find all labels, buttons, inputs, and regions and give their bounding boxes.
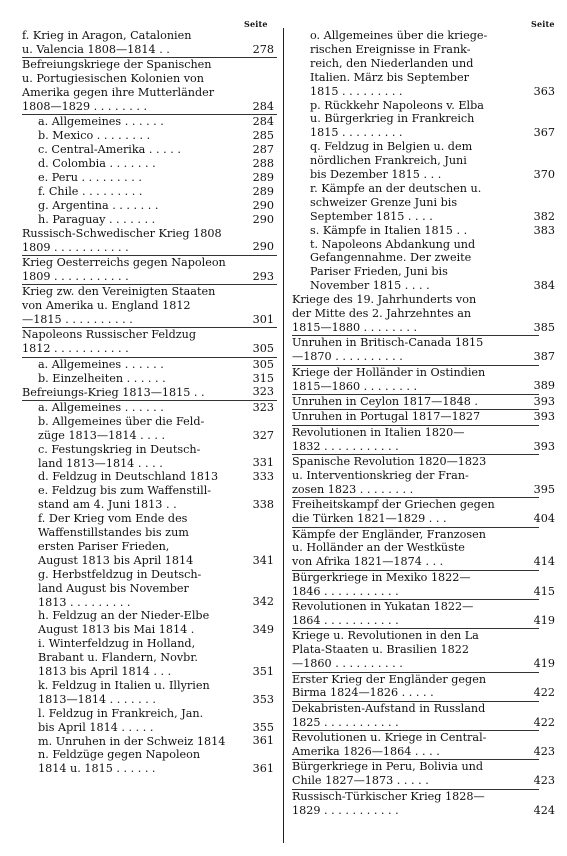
toc-page-number: 384 — [533, 279, 555, 293]
toc-entry-title: f. Der Krieg vom Ende des Waffenstillstandes bis zum ersten Pariser Frieden, August 1813 bis April 1814 — [38, 512, 194, 567]
toc-entry-title: a. Allgemeines . . . . . . — [38, 400, 164, 414]
toc-entry — [38, 470, 274, 484]
toc-entry — [292, 395, 555, 409]
toc-entry-title: Befreiungskriege der Spanischen u. Portugiesischen Kolonien von Amerika gegen ihre Mutterländer 1808—1829 . . . . . . . . — [22, 58, 215, 114]
toc-entry-title: e. Feldzug bis zum Waffenstill- stand am 4. Juni 1813 . . — [38, 484, 212, 512]
toc-page-number: 278 — [252, 42, 274, 56]
toc-page-number: 288 — [252, 157, 274, 171]
toc-entry — [310, 224, 555, 238]
toc-entry — [292, 790, 555, 818]
toc-entry — [38, 358, 274, 372]
toc-page-number: 327 — [252, 428, 274, 442]
toc-entry-title: g. Herbstfeldzug in Deutsch- land August bis November 1813 . . . . . . . . . — [38, 567, 202, 609]
toc-entry — [292, 629, 555, 671]
toc-entry — [292, 702, 555, 730]
toc-page-number: 423 — [533, 774, 555, 788]
toc-entry — [310, 29, 555, 99]
toc-page-number: 341 — [252, 553, 274, 567]
toc-entry-title: Unruhen in Britisch-Canada 1815 —1870 . . . . . . . . . . — [292, 336, 484, 364]
toc-entry — [292, 528, 555, 570]
toc-page-number: 355 — [252, 720, 274, 734]
page-column-header-right: Seite — [531, 19, 555, 29]
toc-entry-title: g. Argentina . . . . . . . — [38, 198, 159, 212]
toc-entry-title: Revolutionen u. Kriege in Central- Amerika 1826—1864 . . . . — [292, 731, 487, 758]
toc-entry-title: b. Allgemeines über die Feld- züge 1813—1814 . . . . — [38, 414, 205, 442]
toc-entry-title: i. Winterfeldzug in Holland, Brabant u. Flandern, Novbr. 1813 bis April 1814 . . . — [38, 637, 198, 678]
toc-entry-title: d. Colombia . . . . . . . — [38, 157, 156, 171]
toc-page-number: 415 — [533, 584, 555, 598]
toc-entry-title: a. Allgemeines . . . . . . — [38, 357, 164, 371]
toc-entry — [310, 238, 555, 294]
toc-entry-title: b. Einzelheiten . . . . . . — [38, 371, 166, 385]
toc-page-number: 287 — [252, 143, 274, 157]
toc-entry-title: Napoleons Russischer Feldzug 1812 . . . . . . . . . . . — [22, 328, 196, 356]
toc-page-number: 333 — [252, 470, 274, 484]
toc-page-number: 383 — [533, 223, 555, 237]
toc-entry-title: Krieg zw. den Vereinigten Staaten von Amerika u. England 1812 —1815 . . . . . . . . . . — [22, 285, 216, 326]
toc-entry — [38, 609, 274, 637]
toc-entry-title: Spanische Revolution 1820—1823 u. Interventionskrieg der Fran- zosen 1823 . . . . . . . . — [292, 455, 487, 496]
toc-entry — [292, 498, 555, 526]
toc-entry — [38, 512, 274, 568]
toc-entry-title: h. Feldzug an der Nieder-Elbe August 1813 bis Mai 1814 . — [38, 609, 210, 637]
toc-entry-title: Unruhen in Ceylon 1817—1848 . — [292, 394, 478, 408]
toc-entry — [292, 455, 555, 497]
toc-page-number: 422 — [533, 686, 555, 700]
toc-page-number: 342 — [252, 595, 274, 609]
toc-page-number: 385 — [533, 320, 555, 334]
toc-page-number: 331 — [252, 456, 274, 470]
toc-entry — [22, 328, 274, 356]
toc-page-number: 419 — [533, 657, 555, 671]
toc-entry — [38, 679, 274, 707]
toc-entry-title: Kämpfe der Engländer, Franzosen u. Holländer an der Westküste von Afrika 1821—1874 . . . — [292, 527, 486, 569]
toc-entry — [292, 410, 555, 424]
toc-entry-title: e. Peru . . . . . . . . . — [38, 171, 142, 184]
toc-entry-title: h. Paraguay . . . . . . . — [38, 212, 156, 226]
toc-entry — [38, 129, 274, 143]
toc-entry — [38, 748, 274, 776]
toc-entry-title: a. Allgemeines . . . . . . — [38, 115, 164, 129]
toc-entry-title: l. Feldzug in Frankreich, Jan. bis April 1814 . . . . . — [38, 706, 204, 734]
toc-entry — [310, 99, 555, 141]
toc-page-number: 389 — [533, 379, 555, 393]
toc-page-number: 323 — [252, 385, 274, 399]
toc-entry-title: Dekabristen-Aufstand in Russland 1825 . . . . . . . . . . . — [292, 701, 486, 729]
toc-entry — [38, 372, 274, 386]
toc-entry — [38, 735, 274, 749]
toc-page-number: 323 — [252, 400, 274, 414]
toc-entry-title: Russisch-Schwedischer Krieg 1808 1809 . . . . . . . . . . . — [22, 226, 222, 254]
toc-page-number: 284 — [252, 99, 274, 113]
toc-page-number: 370 — [533, 167, 555, 181]
toc-entry — [292, 336, 555, 364]
toc-entry — [38, 171, 274, 185]
toc-page-number: 395 — [533, 482, 555, 496]
toc-entry — [292, 760, 555, 788]
toc-entry — [22, 285, 274, 327]
toc-entry — [38, 143, 274, 157]
toc-page-number: 305 — [252, 342, 274, 356]
toc-entry-title: Bürgerkriege in Peru, Bolivia und Chile 1827—1873 . . . . . — [292, 760, 484, 788]
toc-page-number: 367 — [533, 126, 555, 140]
toc-entry — [292, 366, 555, 394]
toc-page-number: 290 — [252, 240, 274, 254]
toc-entry-title: Krieg Oesterreichs gegen Napoleon 1809 . . . . . . . . . . . — [22, 255, 226, 283]
toc-page-number: 393 — [533, 394, 555, 408]
toc-entry-title: b. Mexico . . . . . . . . — [38, 129, 151, 143]
toc-entry — [292, 673, 555, 701]
toc-page-number: 423 — [533, 744, 555, 758]
toc-page-number: 301 — [252, 312, 274, 326]
toc-entry-title: Erster Krieg der Engländer gegen Birma 1824—1826 . . . . . — [292, 672, 487, 700]
toc-entry — [22, 58, 274, 114]
toc-entry — [38, 568, 274, 610]
toc-entry-title: Russisch-Türkischer Krieg 1828— 1829 . . . . . . . . . . . — [292, 789, 485, 817]
toc-entry-title: c. Central-Amerika . . . . . — [38, 143, 181, 157]
column-divider — [283, 28, 284, 843]
toc-entry — [310, 182, 555, 224]
toc-entry-title: Unruhen in Portugal 1817—1827 — [292, 410, 481, 424]
toc-page-number: 361 — [252, 734, 274, 748]
toc-entry — [22, 29, 274, 57]
toc-entry-title: c. Festungskrieg in Deutsch- land 1813—1814 . . . . — [38, 442, 201, 470]
toc-entry — [292, 571, 555, 599]
toc-entry-title: Befreiungs-Krieg 1813—1815 . . — [22, 385, 205, 399]
toc-entry-title: m. Unruhen in der Schweiz 1814 — [38, 734, 226, 748]
toc-entry-title: Kriege der Holländer in Ostindien 1815—1860 . . . . . . . . — [292, 365, 486, 393]
toc-page-number: 290 — [252, 198, 274, 212]
toc-entry — [310, 140, 555, 182]
toc-page-number: 285 — [252, 129, 274, 143]
toc-page-number: 393 — [533, 439, 555, 453]
toc-entry — [38, 199, 274, 213]
toc-page-number: 422 — [533, 715, 555, 729]
toc-entry-title: Revolutionen in Yukatan 1822— 1864 . . . . . . . . . . . — [292, 600, 474, 627]
toc-entry — [38, 443, 274, 471]
toc-entry — [38, 213, 274, 227]
toc-entry-title: Freiheitskampf der Griechen gegen die Türken 1821—1829 . . . — [292, 498, 495, 526]
toc-page-number: 293 — [252, 269, 274, 283]
toc-entry — [38, 637, 274, 679]
toc-entry — [292, 731, 555, 759]
toc-entry — [22, 256, 274, 284]
toc-page-number: 351 — [252, 664, 274, 678]
toc-page-number: 349 — [252, 623, 274, 637]
toc-page-number: 419 — [533, 613, 555, 627]
toc-entry — [292, 293, 555, 335]
toc-entry-title: Kriege des 19. Jahrhunderts von der Mitte des 2. Jahrzehntes an 1815—1880 . . . . . . . . — [292, 293, 477, 334]
toc-page-number: 414 — [533, 555, 555, 569]
toc-page-number: 305 — [252, 357, 274, 371]
toc-entry — [38, 707, 274, 735]
toc-page-number: 387 — [533, 350, 555, 364]
toc-entry-title: k. Feldzug in Italien u. Illyrien 1813—1814 . . . . . . . — [38, 678, 210, 706]
toc-entry — [38, 115, 274, 129]
toc-entry — [38, 484, 274, 512]
toc-entry-title: Bürgerkriege in Mexiko 1822— 1846 . . . . . . . . . . . — [292, 570, 471, 598]
toc-page-number: 382 — [533, 209, 555, 223]
toc-page-number: 353 — [252, 692, 274, 706]
toc-page-number: 393 — [533, 410, 555, 424]
toc-page-number: 315 — [252, 371, 274, 385]
toc-entry — [38, 157, 274, 171]
toc-entry-title: t. Napoleons Abdankung und Gefangennahme. Der zweite Pariser Frieden, Juni bis November 1815 . . . . — [310, 237, 476, 293]
toc-entry-title: Kriege u. Revolutionen in den La Plata-Staaten u. Brasilien 1822 —1860 . . . . . . . . . . — [292, 629, 479, 671]
toc-page-number: 404 — [533, 512, 555, 526]
toc-entry-title: n. Feldzüge gegen Napoleon 1814 u. 1815 . . . . . . — [38, 748, 201, 776]
toc-entry — [22, 386, 274, 400]
toc-entry — [38, 401, 274, 415]
toc-entry-title: f. Krieg in Aragon, Catalonien u. Valencia 1808—1814 . . — [22, 29, 192, 56]
toc-entry-title: f. Chile . . . . . . . . . — [38, 184, 143, 198]
toc-entry — [38, 415, 274, 443]
toc-entry — [292, 426, 555, 454]
toc-entry-title: s. Kämpfe in Italien 1815 . . — [310, 223, 468, 237]
toc-entry-title: q. Feldzug in Belgien u. dem nördlichen Frankreich, Juni bis Dezember 1815 . . . — [310, 140, 473, 181]
toc-entry — [22, 227, 274, 255]
toc-page-number: 289 — [252, 184, 274, 198]
toc-page-number: 424 — [533, 803, 555, 817]
toc-page-number: 284 — [252, 115, 274, 129]
toc-entry-title: d. Feldzug in Deutschland 1813 — [38, 470, 219, 484]
toc-entry — [292, 600, 555, 628]
toc-entry — [38, 185, 274, 199]
toc-page-number: 338 — [252, 498, 274, 512]
toc-entry-title: r. Kämpfe an der deutschen u. schweizer Grenze Juni bis September 1815 . . . . — [310, 181, 482, 223]
toc-page-number: 361 — [252, 762, 274, 776]
toc-entry-title: o. Allgemeines über die kriege- rischen Ereignisse in Frank- reich, den Niederlanden und Italien. März bis September 1815 . . . . . . . . . — [310, 29, 488, 98]
page-column-header-left: Seite — [244, 19, 268, 29]
toc-entry-title: p. Rückkehr Napoleons v. Elba u. Bürgerkrieg in Frankreich 1815 . . . . . . . . . — [310, 98, 484, 140]
toc-entry-title: Revolutionen in Italien 1820— 1832 . . . . . . . . . . . — [292, 425, 465, 453]
toc-page-number: 290 — [252, 212, 274, 226]
toc-page-number: 289 — [252, 170, 274, 184]
toc-page-number: 363 — [533, 84, 555, 98]
